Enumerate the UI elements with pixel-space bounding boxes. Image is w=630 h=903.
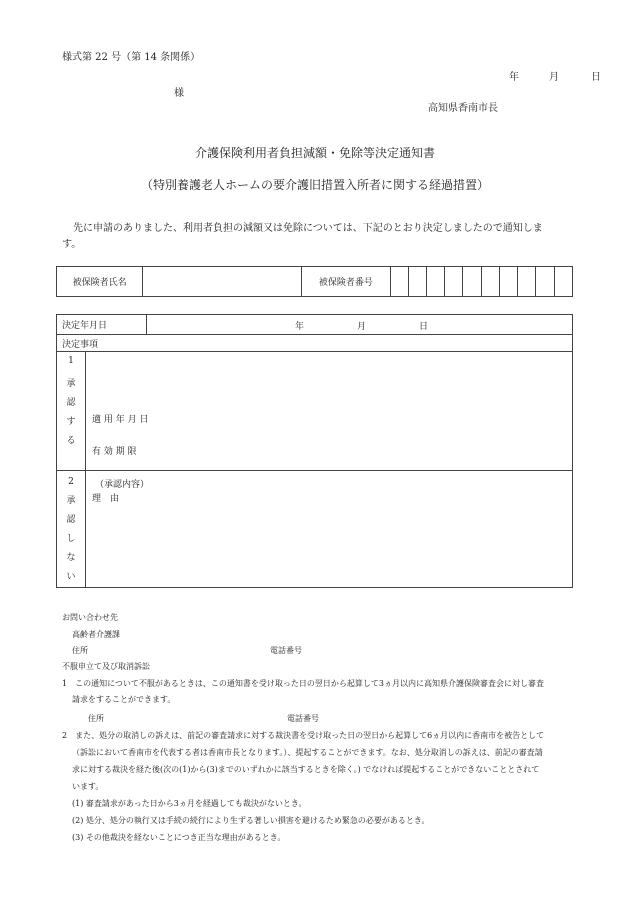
reject-char: い	[66, 572, 76, 582]
reject-section	[57, 471, 573, 588]
apply-date-label: 適 用 年 月 日	[92, 415, 149, 425]
approve-char: る	[66, 436, 76, 446]
insured-number-digit	[463, 267, 481, 297]
intro-line-1: 先に申請のありました、利用者負担の減額又は免除については、下記のとおり決定しましたので通知しま	[73, 223, 543, 234]
date-day-label: 日	[591, 72, 601, 83]
insured-table	[56, 266, 573, 297]
appeal-heading: 不服申立て及び取消訴訟	[62, 662, 150, 671]
approval-content-label: （承認内容）	[95, 480, 150, 490]
appeal-item1-phone-label: 電話番号	[287, 714, 319, 723]
approve-label-column	[57, 352, 86, 470]
reject-label-column	[57, 471, 86, 587]
approve-char: す	[66, 417, 76, 427]
document-title: 介護保険利用者負担減額・免除等決定通知書	[194, 146, 435, 160]
approve-char: 認	[66, 398, 76, 408]
decision-table	[56, 314, 573, 588]
appeal-condition: (3) その他裁決を経ないことにつき正当な理由があるとき。	[72, 833, 286, 842]
approve-section	[57, 352, 573, 490]
approve-number: 1	[68, 356, 74, 366]
decision-date-year: 年	[295, 322, 305, 332]
insured-number-digit	[554, 267, 572, 297]
date-year-label: 年	[509, 72, 519, 83]
insured-number-label: 被保険者番号	[302, 267, 390, 297]
issuer: 高知県香南市長	[428, 103, 498, 114]
insured-number-digit	[518, 267, 536, 297]
contact-heading: お問い合わせ先	[62, 613, 118, 622]
reject-char: な	[66, 553, 76, 563]
contact-phone-label: 電話番号	[270, 646, 302, 655]
form-number: 様式第 22 号（第 14 条関係）	[62, 52, 201, 63]
insured-number-digit	[390, 267, 408, 297]
insured-number-digit	[481, 267, 499, 297]
approve-char: 承	[66, 379, 76, 389]
document-subtitle: （特別養護老人ホームの要介護旧措置入所者に関する経過措置）	[140, 178, 489, 192]
contact-department: 高齢者介護課	[72, 630, 120, 639]
appeal-item2-line: 2 また、処分の取消しの訴えは、前記の審査請求に対する裁決書を受け取った日の翌日から起算して6ヵ月以内に香南市を被告として	[62, 731, 545, 740]
contact-address-label: 住所	[72, 646, 88, 655]
appeal-condition: (1) 審査請求があった日から3ヵ月を経過しても裁決がないとき。	[72, 799, 307, 808]
decision-date-month: 月	[357, 322, 367, 332]
date-month-label: 月	[549, 72, 559, 83]
insured-name-label: 被保険者氏名	[57, 267, 143, 297]
appeal-item2-line: （訴訟において香南市を代表する者は香南市長となります。）、提起することができます。なお、処分取消しの訴えは、前記の審査請	[72, 748, 543, 757]
decision-date-day: 日	[419, 322, 429, 332]
appeal-item1-address-label: 住所	[88, 714, 104, 723]
appeal-item2-line: います。	[72, 782, 104, 791]
insured-number-digit	[445, 267, 463, 297]
appeal-item1-line2: 請求をすることができます。	[72, 695, 176, 704]
reason-label: 理 由	[92, 494, 120, 504]
intro-line-2: す。	[62, 239, 82, 250]
reject-char: し	[66, 534, 76, 544]
appeal-item1-line1: 1 この通知について不服があるときは、この通知書を受け取った日の翌日から起算して3ヵ月以内に高知県介護保険審査会に対し審査	[62, 679, 545, 688]
reject-char: 認	[66, 515, 76, 525]
addressee-suffix: 様	[174, 88, 184, 99]
decision-date-label: 決定年月日	[57, 315, 147, 335]
insured-number-digit	[426, 267, 444, 297]
decision-date-value	[147, 315, 573, 335]
appeal-item2-line: 求に対する裁決を経た後(次の(1)から(3)までのいずれかに該当するときを除く。) でなければ提起することができないこととされて	[72, 765, 540, 774]
reject-char: 承	[66, 496, 76, 506]
insured-number-digit	[536, 267, 554, 297]
insured-number-digit	[499, 267, 517, 297]
reject-number: 2	[68, 477, 74, 487]
decision-items-label: 決定事項	[57, 335, 573, 352]
insured-name-value	[143, 267, 302, 297]
valid-period-label: 有 効 期 限	[92, 447, 137, 457]
appeal-condition: (2) 処分、処分の執行又は手続の続行により生ずる著しい損害を避けるため緊急の必要があるとき。	[72, 816, 430, 825]
insured-number-digit	[408, 267, 426, 297]
